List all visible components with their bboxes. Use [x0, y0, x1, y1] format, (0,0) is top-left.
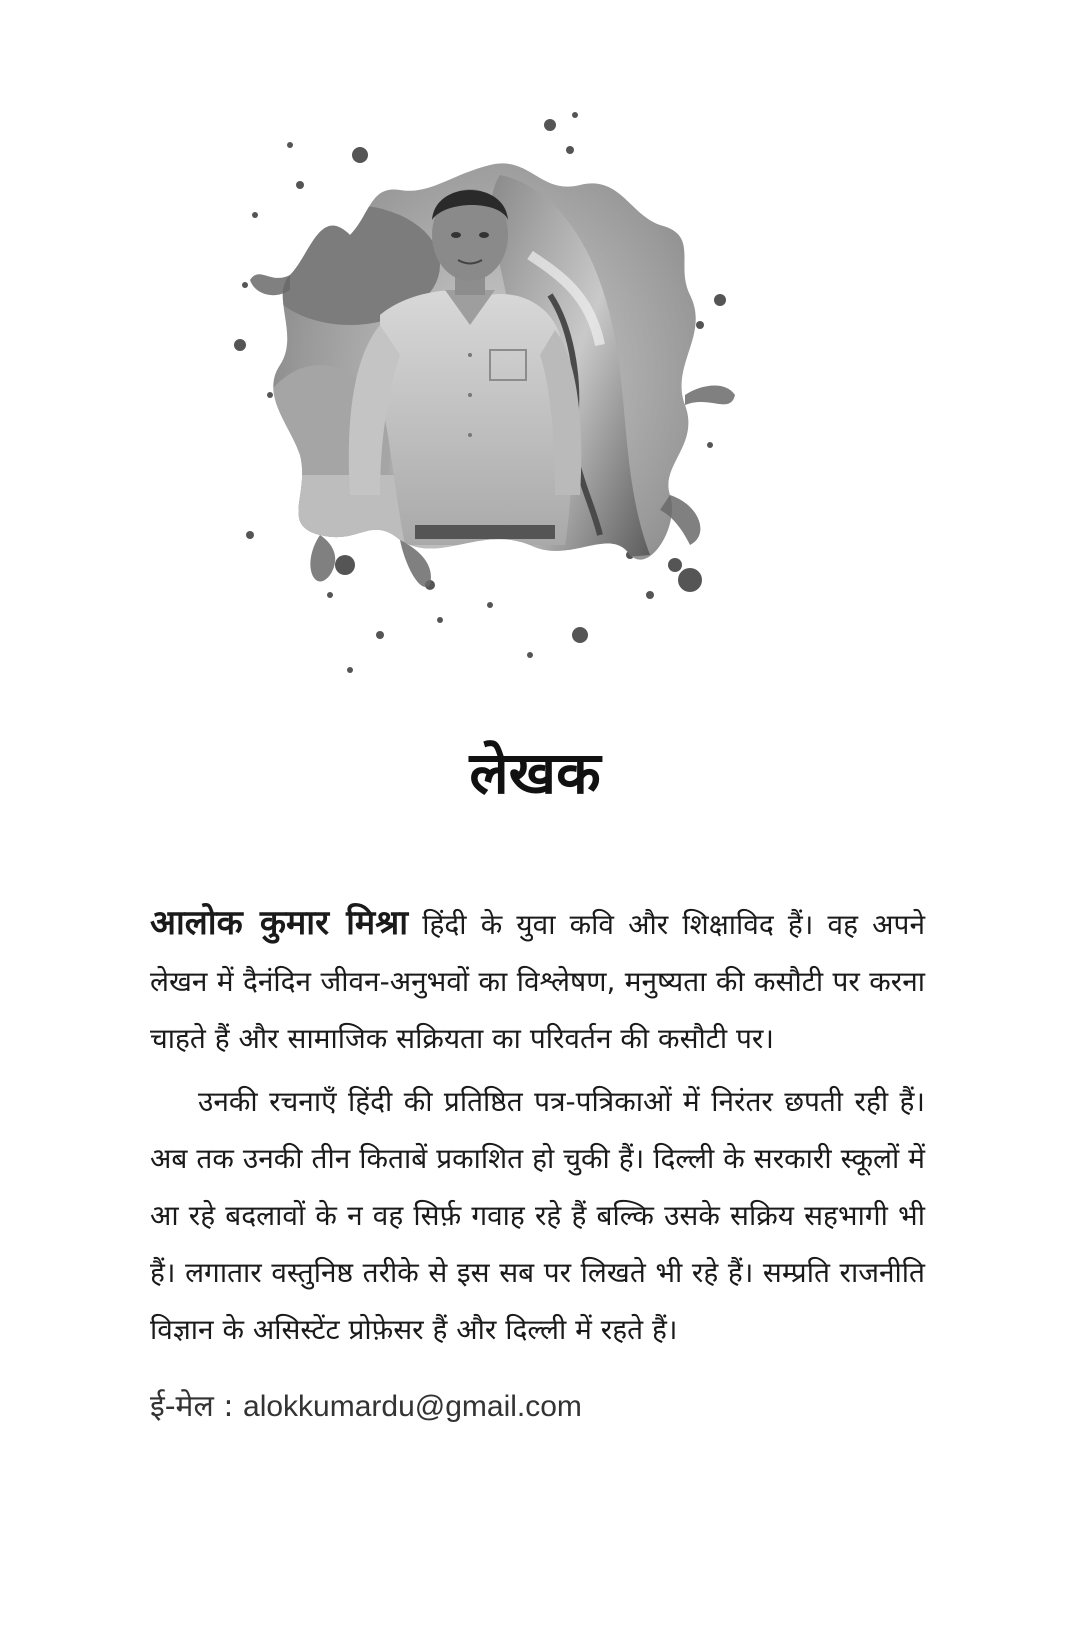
author-photo — [230, 95, 770, 715]
email-line — [150, 1387, 582, 1427]
page-title: लेखक — [469, 739, 601, 807]
bio-paragraph-2: उनकी रचनाएँ हिंदी की प्रतिष्ठित पत्र-पत्रिकाओं में निरंतर छपती रही हैं। अब तक उनकी तीन किताबें प्रकाशित हो चुकी हैं। दिल्ली के सरकारी स्कूलों में आ रहे बदलावों के न वह सिर्फ़ गवाह रहे हैं बल्कि उसके सक्रिय सहभागी भी हैं। लगातार वस्तुनिष्ठ तरीके से इस सब पर लिखते भी रहे हैं। सम्प्रति राजनीति विज्ञान के असिस्टेंट प्रोफ़ेसर हैं और दिल्ली में रहते हैं। — [150, 1085, 925, 1346]
bio-paragraph-1-text: हिंदी के युवा कवि और शिक्षाविद हैं। वह अपने लेखन में दैनंदिन जीवन-अनुभवों का विश्लेषण, मनुष्यता की कसौटी पर करना चाहते हैं और सामाजिक सक्रियता का परिवर्तन की कसौटी पर। — [150, 908, 925, 1055]
bio-paragraph-1 — [150, 895, 925, 1067]
author-photo-image — [230, 95, 770, 715]
email-address: alokkumardu@gmail.com — [243, 1390, 582, 1423]
email-label: ई-मेल : — [150, 1389, 244, 1424]
author-bio — [150, 895, 925, 1358]
author-name: आलोक कुमार मिश्रा — [150, 903, 409, 943]
